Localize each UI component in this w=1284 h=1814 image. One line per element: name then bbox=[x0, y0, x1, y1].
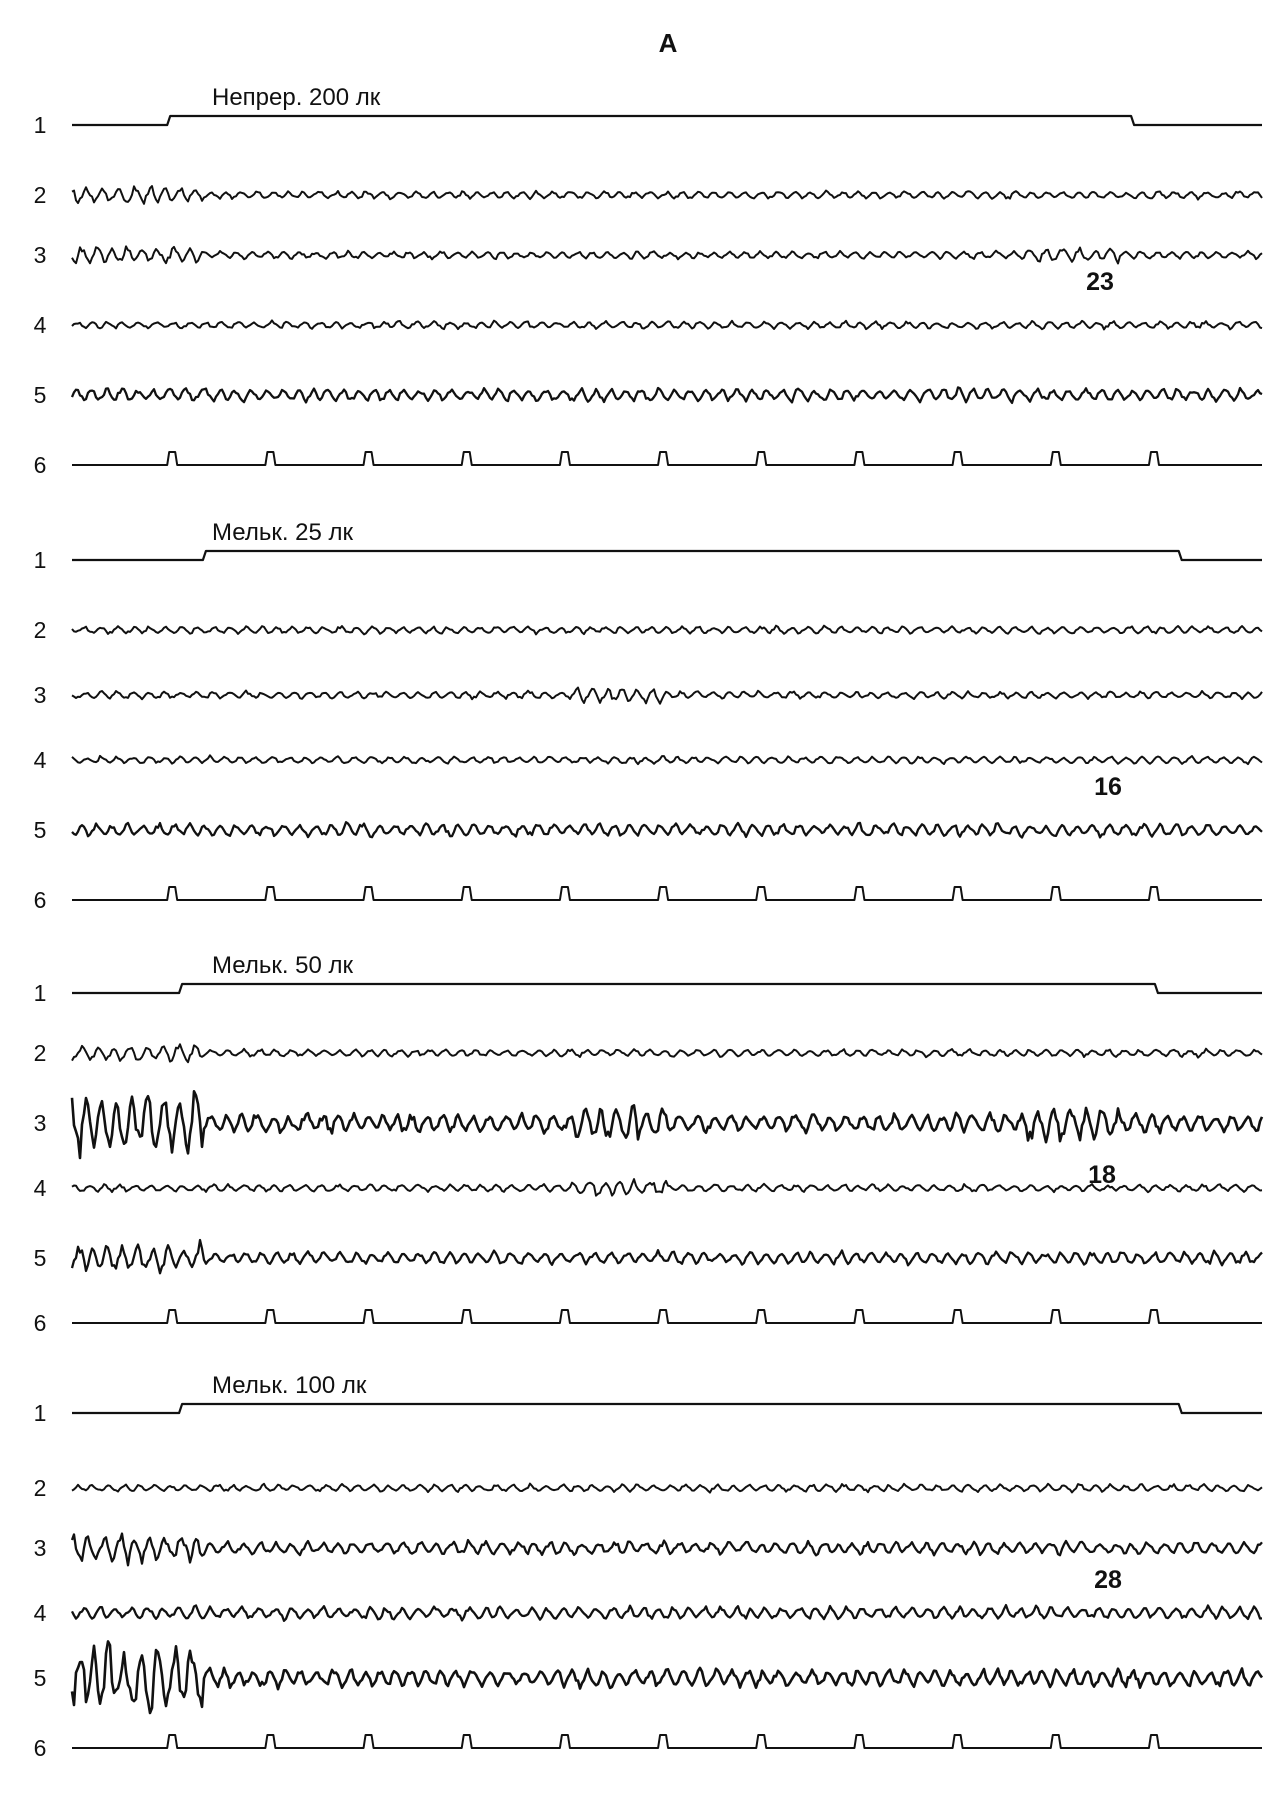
panel-label: А bbox=[658, 28, 678, 58]
channel-number: 4 bbox=[33, 1600, 47, 1626]
stimulus-label: Мельк. 50 лк bbox=[212, 952, 354, 979]
channel-number: 1 bbox=[33, 547, 47, 573]
recording-blocks bbox=[34, 84, 1262, 1761]
recording-block bbox=[34, 1372, 1262, 1761]
eeg-trace bbox=[72, 1044, 1262, 1062]
stimulus-trace bbox=[72, 1404, 1262, 1413]
marker-trace bbox=[72, 887, 1262, 900]
channel-number: 6 bbox=[33, 452, 47, 478]
stimulus-trace bbox=[72, 984, 1262, 993]
marker-trace bbox=[72, 452, 1262, 465]
channel-number: 5 bbox=[33, 817, 47, 843]
frequency-label: 23 bbox=[1086, 268, 1114, 296]
channel-number: 1 bbox=[33, 112, 47, 138]
marker-trace bbox=[72, 1735, 1262, 1748]
channel-number: 3 bbox=[33, 682, 47, 708]
eeg-trace bbox=[72, 1641, 1262, 1713]
channel-number: 2 bbox=[33, 1040, 47, 1066]
frequency-label: 18 bbox=[1088, 1161, 1116, 1189]
channel-number: 6 bbox=[33, 1735, 47, 1761]
eeg-trace bbox=[72, 822, 1262, 837]
channel-number: 4 bbox=[33, 1175, 47, 1201]
channel-number: 5 bbox=[33, 382, 47, 408]
eeg-trace bbox=[72, 1240, 1262, 1273]
channel-number: 2 bbox=[33, 1475, 47, 1501]
eeg-trace bbox=[72, 387, 1262, 403]
eeg-trace bbox=[72, 1179, 1262, 1196]
channel-number: 6 bbox=[33, 887, 47, 913]
marker-trace bbox=[72, 1310, 1262, 1323]
eeg-trace bbox=[72, 246, 1262, 263]
channel-number: 5 bbox=[33, 1665, 47, 1691]
channel-number: 1 bbox=[33, 980, 47, 1006]
channel-number: 2 bbox=[33, 617, 47, 643]
channel-number: 3 bbox=[33, 242, 47, 268]
eeg-trace bbox=[72, 1091, 1262, 1158]
channel-number: 4 bbox=[33, 312, 47, 338]
recording-block bbox=[34, 519, 1262, 913]
channel-number: 2 bbox=[33, 182, 47, 208]
stimulus-label: Непрер. 200 лк bbox=[212, 84, 381, 111]
stimulus-trace bbox=[72, 116, 1262, 125]
stimulus-label: Мельк. 25 лк bbox=[212, 519, 354, 546]
eeg-trace bbox=[72, 320, 1262, 329]
eeg-trace bbox=[72, 1484, 1262, 1493]
eeg-trace bbox=[72, 1534, 1262, 1566]
eeg-trace bbox=[72, 1605, 1262, 1621]
frequency-label: 28 bbox=[1094, 1566, 1122, 1594]
stimulus-trace bbox=[72, 551, 1262, 560]
channel-number: 3 bbox=[33, 1535, 47, 1561]
stimulus-label: Мельк. 100 лк bbox=[212, 1372, 367, 1399]
channel-number: 6 bbox=[33, 1310, 47, 1336]
recording-block bbox=[34, 84, 1262, 478]
frequency-label: 16 bbox=[1094, 773, 1122, 801]
channel-number: 3 bbox=[33, 1110, 47, 1136]
eeg-trace bbox=[72, 688, 1262, 704]
channel-number: 5 bbox=[33, 1245, 47, 1271]
recording-block bbox=[34, 952, 1262, 1336]
channel-number: 4 bbox=[33, 747, 47, 773]
eeg-trace bbox=[72, 186, 1262, 204]
eeg-trace bbox=[72, 626, 1262, 635]
channel-number: 1 bbox=[33, 1400, 47, 1426]
eeg-trace bbox=[72, 755, 1262, 764]
